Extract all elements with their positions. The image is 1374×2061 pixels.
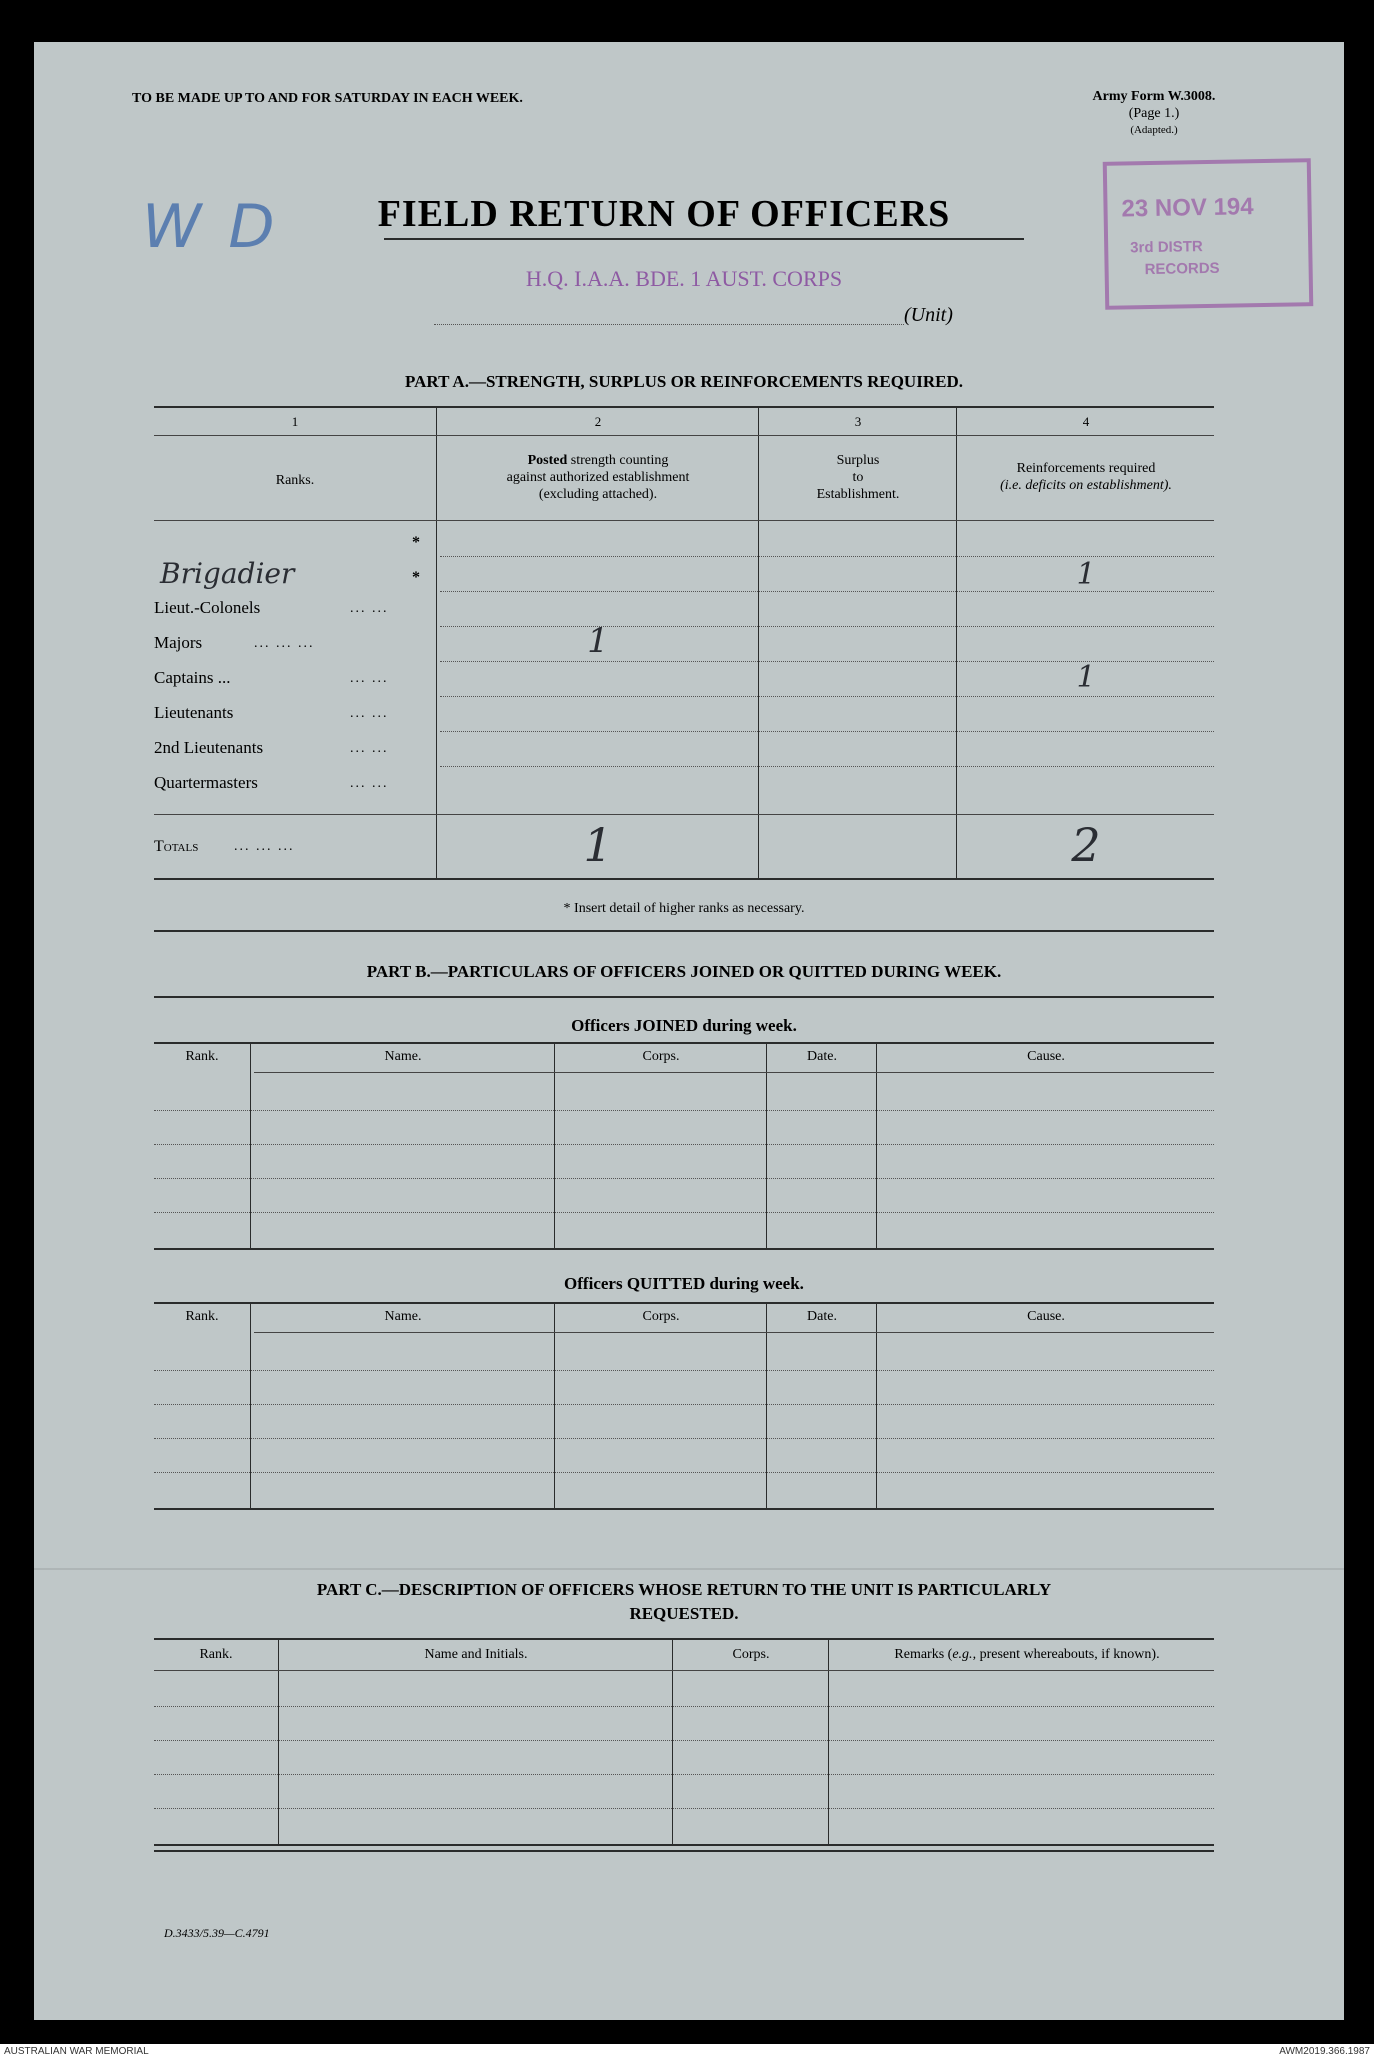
table-row <box>154 732 1214 767</box>
form-page <box>34 42 1344 2020</box>
quitted-top-rule <box>154 1302 1214 1304</box>
remarks-part-2: , present whereabouts, if known). <box>972 1647 1160 1662</box>
rank-label: Lieutenants <box>154 703 234 722</box>
part-c-col-divider-3 <box>828 1638 829 1844</box>
rank-label: Quartermasters <box>154 773 258 792</box>
surplus-header <box>760 452 956 503</box>
part-a-number-rule <box>154 435 1214 436</box>
surplus-line-2: to <box>852 470 864 485</box>
part-c-row-rule <box>154 1706 1214 1707</box>
quitted-row-rule <box>154 1404 1214 1405</box>
footnote-rule <box>154 930 1214 932</box>
col-number-2: 2 <box>594 414 602 429</box>
part-c-row-rule <box>154 1808 1214 1809</box>
quitted-row-rule <box>154 1438 1214 1439</box>
part-c-col-name: Name and Initials. <box>424 1647 528 1662</box>
part-c-col-remarks <box>830 1646 1224 1663</box>
part-c-bottom-rule-2 <box>154 1850 1214 1852</box>
reinforcements-line-1: Reinforcements required <box>1016 461 1156 476</box>
joined-col-divider-1 <box>250 1042 251 1248</box>
part-c-col-corps: Corps. <box>732 1647 770 1662</box>
part-a-heading: PART A.—STRENGTH, SURPLUS OR REINFORCEMENTS REQUIRED. <box>405 372 963 391</box>
totals-reinf-value: 2 <box>1071 818 1101 872</box>
footer-accession-number: AWM2019.366.1987 <box>1279 2046 1370 2057</box>
part-b-top-rule <box>154 996 1214 998</box>
quitted-heading: Officers QUITTED during week. <box>564 1274 804 1293</box>
stamp-date: 23 NOV 194 <box>1121 193 1254 223</box>
joined-top-rule <box>154 1042 1214 1044</box>
part-c-heading-line-1: PART C.—DESCRIPTION OF OFFICERS WHOSE RETURN TO THE UNIT IS PARTICULARLY <box>316 1580 1052 1599</box>
received-stamp <box>1103 158 1314 310</box>
part-c-row-rule <box>154 1740 1214 1741</box>
table-row <box>154 767 1214 802</box>
totals-posted-value: 1 <box>583 818 613 872</box>
unit-dotted-line <box>434 324 904 325</box>
part-a-footnote: * Insert detail of higher ranks as necessary. <box>563 901 805 916</box>
joined-row-rule <box>154 1144 1214 1145</box>
table-row <box>154 621 1214 662</box>
footer-institution: AUSTRALIAN WAR MEMORIAL <box>4 2046 149 2057</box>
weekly-instruction: TO BE MADE UP TO AND FOR SATURDAY IN EACH WEEK. <box>132 91 523 106</box>
part-a-header-rule <box>154 520 1214 521</box>
rank-suffix: ... ... <box>350 706 389 721</box>
quitted-col-name: Name. <box>384 1309 422 1324</box>
quitted-row-rule <box>154 1472 1214 1473</box>
rank-suffix: * <box>412 569 420 586</box>
reinforcements-line-2: (i.e. deficits on establishment). <box>1000 478 1172 493</box>
joined-col-rank: Rank. <box>185 1049 219 1064</box>
reinf-value: 1 <box>1076 660 1096 695</box>
part-c-heading <box>144 1578 1224 1626</box>
part-c-row-rule <box>154 1774 1214 1775</box>
quitted-header-rule <box>254 1332 1214 1333</box>
joined-header-rule <box>254 1072 1214 1073</box>
table-row <box>154 522 1214 557</box>
ranks-header: Ranks. <box>275 473 315 488</box>
joined-row-rule <box>154 1212 1214 1213</box>
posted-line-2: against authorized establishment <box>506 470 690 485</box>
rank-suffix: * <box>412 534 420 551</box>
quitted-col-rank: Rank. <box>185 1309 219 1324</box>
table-row <box>154 662 1214 697</box>
col-number-4: 4 <box>1082 414 1090 429</box>
joined-col-corps: Corps. <box>642 1049 680 1064</box>
page-number: (Page 1.) <box>1128 106 1180 121</box>
col-number-3: 3 <box>854 414 862 429</box>
part-c-bottom-rule <box>154 1844 1214 1846</box>
rank-suffix: ... ... <box>350 671 389 686</box>
form-title: FIELD RETURN OF OFFICERS <box>377 193 951 235</box>
part-c-col-divider-1 <box>278 1638 279 1844</box>
rank-suffix: ... ... <box>350 741 389 756</box>
unit-label: (Unit) <box>904 304 953 326</box>
totals-top-rule <box>154 814 1214 815</box>
part-a-top-rule <box>154 406 1214 408</box>
quitted-col-corps: Corps. <box>642 1309 680 1324</box>
part-c-header-rule <box>154 1670 1214 1671</box>
rank-suffix: ... ... ... <box>254 636 315 651</box>
part-c-top-rule <box>154 1638 1214 1640</box>
quitted-row-rule <box>154 1370 1214 1371</box>
adapted-note: (Adapted.) <box>1130 124 1178 136</box>
stamp-records: RECORDS <box>1144 259 1220 279</box>
part-a-bottom-rule <box>154 878 1214 880</box>
archive-footer <box>0 2044 1374 2061</box>
print-code: D.3433/5.39—C.4791 <box>164 1926 270 1940</box>
rank-label: Captains ... <box>154 668 231 687</box>
rank-suffix: ... ... <box>350 601 389 616</box>
surplus-line-3: Establishment. <box>816 487 900 502</box>
part-c-col-divider-2 <box>672 1638 673 1844</box>
reinf-value: 1 <box>1076 557 1096 592</box>
remarks-part-1: Remarks ( <box>894 1647 953 1662</box>
stamp-district: 3rd DISTR <box>1130 238 1203 257</box>
totals-suffix: ... ... ... <box>234 839 295 854</box>
rank-label: Lieut.-Colonels <box>154 598 261 617</box>
table-row <box>154 697 1214 732</box>
posted-word: Posted <box>527 453 568 468</box>
handwritten-wd: W D <box>142 192 279 262</box>
surplus-line-1: Surplus <box>836 453 880 468</box>
part-c-col-rank: Rank. <box>199 1647 233 1662</box>
rank-label: 2nd Lieutenants <box>154 738 264 757</box>
army-form-number: Army Form W.3008. <box>1092 89 1216 104</box>
quitted-bottom-rule <box>154 1508 1214 1510</box>
quitted-col-divider-1 <box>250 1302 251 1508</box>
title-underline <box>384 238 1024 240</box>
form-reference <box>1054 88 1254 138</box>
reinforcements-header <box>958 460 1214 494</box>
unit-value: H.Q. I.A.A. BDE. 1 AUST. CORPS <box>525 266 843 291</box>
rank-label: Majors <box>154 633 203 652</box>
joined-row-rule <box>154 1110 1214 1111</box>
rank-suffix: ... ... <box>350 776 389 791</box>
joined-row-rule <box>154 1178 1214 1179</box>
joined-col-date: Date. <box>807 1049 837 1064</box>
part-b-heading: PART B.—PARTICULARS OF OFFICERS JOINED OR QUITTED DURING WEEK. <box>366 962 1002 981</box>
col-number-1: 1 <box>291 414 299 429</box>
joined-bottom-rule <box>154 1248 1214 1250</box>
posted-line-3: (excluding attached). <box>538 487 658 502</box>
posted-strength-header <box>438 452 758 503</box>
posted-value: 1 <box>587 621 609 661</box>
remarks-eg: e.g. <box>952 1647 973 1662</box>
rank-handwritten: Brigadier <box>160 557 295 590</box>
quitted-col-date: Date. <box>807 1309 837 1324</box>
part-c-heading-line-2: REQUESTED. <box>629 1604 739 1623</box>
quitted-col-cause: Cause. <box>1027 1309 1065 1324</box>
table-row <box>154 557 1214 592</box>
posted-rest: strength counting <box>567 453 669 468</box>
joined-heading: Officers JOINED during week. <box>571 1016 797 1035</box>
totals-row <box>154 818 1214 876</box>
joined-col-cause: Cause. <box>1027 1049 1065 1064</box>
joined-col-name: Name. <box>384 1049 422 1064</box>
totals-label: Totals <box>154 838 199 855</box>
